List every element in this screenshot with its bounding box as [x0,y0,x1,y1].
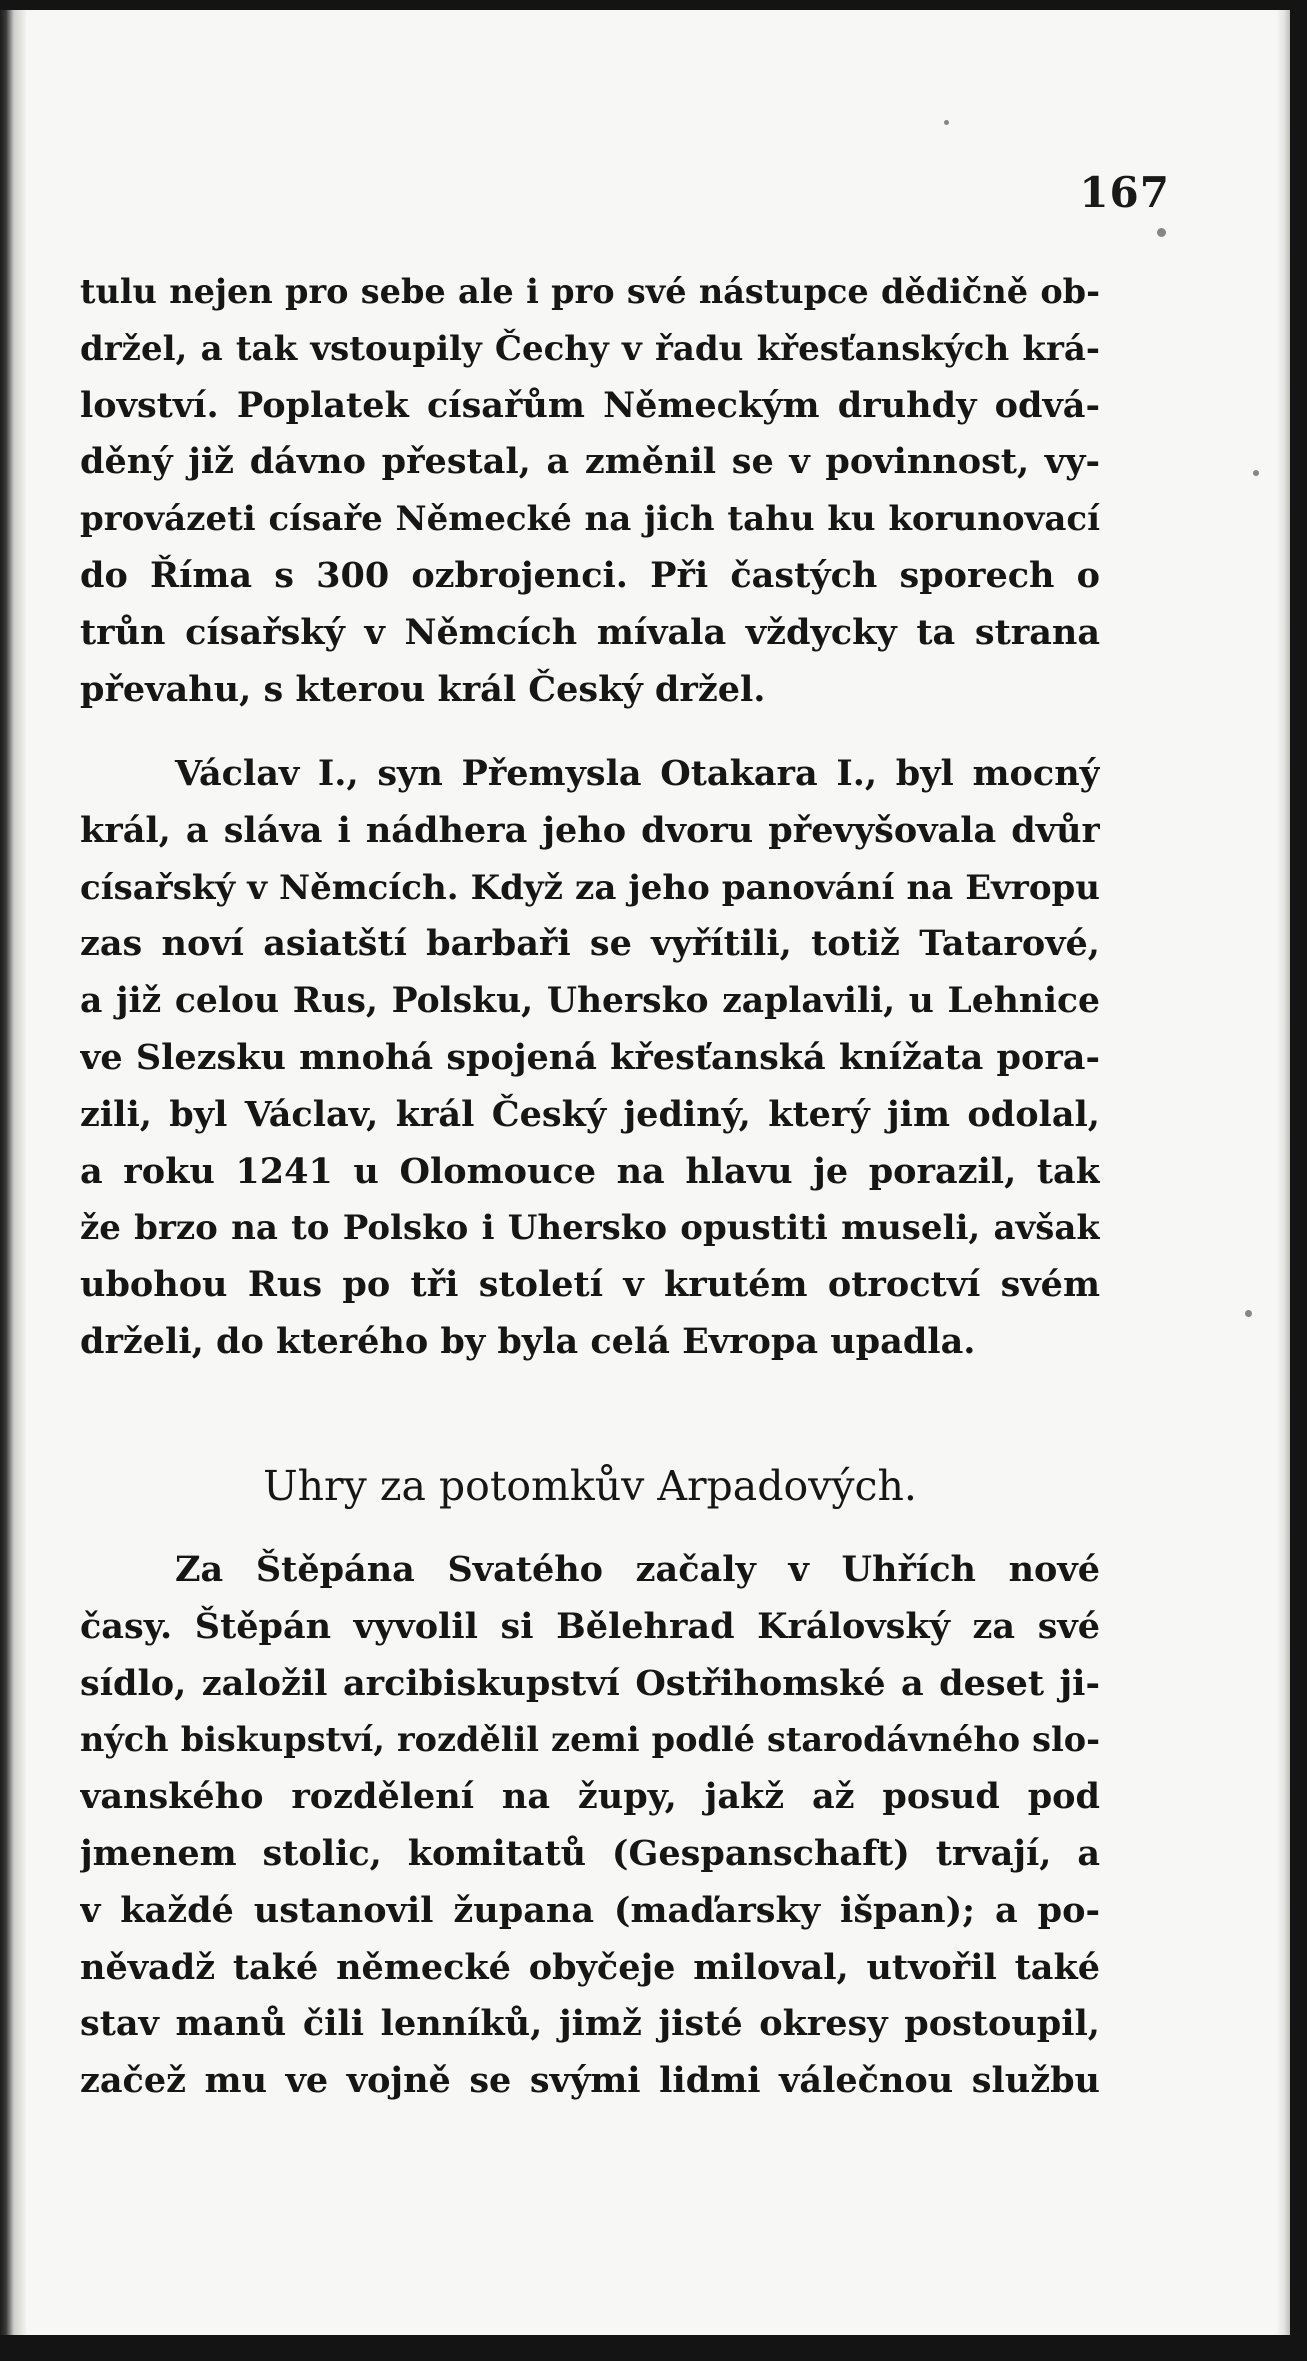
text-line: tulu nejen pro sebe ale i pro své nástupce dědičně ob- [80,272,1100,311]
page-left-edge-shadow [0,10,26,2335]
text-line: ve Slezsku mnohá spojená křesťanská knížata pora- [80,1036,1100,1078]
book-page [0,10,1290,2335]
ink-speck [1245,1310,1252,1317]
text-line: sídlo, založil arcibiskupství Ostřihomské a deset ji- [80,1662,1100,1704]
text-line: že brzo na to Polsko i Uhersko opustiti museli, avšak [80,1208,1100,1249]
ink-speck [944,120,949,125]
text-line: a již celou Rus, Polsku, Uhersko zaplavili, u Lehnice [80,981,1100,1022]
text-line: držel, a tak vstoupily Čechy v řadu křesťanských krá- [80,328,1100,369]
text-line: ných biskupství, rozdělil zemi podlé starodávného slo- [80,1720,1100,1760]
text-line: císařský v Němcích. Když za jeho panování na Evropu [80,867,1100,908]
text-line: časy. Štěpán vyvolil si Bělehrad Královský za své [80,1605,1100,1647]
paragraph-3 [80,1542,1100,2110]
text-line: něvadž také německé obyčeje miloval, utvořil také [80,1946,1100,1988]
text-line: lovství. Poplatek císařům Německým druhdy odvá- [80,384,1100,426]
text-line: drželi, do kterého by byla celá Evropa upadla. [80,1320,976,1362]
text-line: vanského rozdělení na župy, jakž až posud pod [80,1776,1100,1818]
paragraph-1 [80,264,1100,718]
text-line: jmenem stolic, komitatů (Gespanschaft) trvají, a [80,1832,1100,1874]
text-line: král, a sláva i nádhera jeho dvoru převyšovala dvůr [80,809,1100,851]
text-line: začež mu ve vojně se svými lidmi válečnou službu [80,2060,1100,2102]
page-number: 167 [1079,168,1170,217]
text-line: a roku 1241 u Olomouce na hlavu je porazil, tak [80,1150,1100,1192]
text-line: trůn císařský v Němcích mívala vždycky ta strana [80,611,1100,653]
text-line: ubohou Rus po tři století v krutém otroctví svém [80,1264,1100,1306]
text-line: Za Štěpána Svatého začaly v Uhřích nové [175,1549,1100,1590]
page-right-edge-shadow [1276,10,1290,2335]
paragraph-2 [80,746,1100,1371]
text-line: do Říma s 300 ozbrojenci. Při častých sporech o [80,554,1100,596]
text-line: Václav I., syn Přemysla Otakara I., byl mocný [175,753,1100,794]
section-heading: Uhry za potomkův Arpadových. [263,1462,917,1510]
text-line: převahu, s kterou král Český držel. [80,668,766,710]
text-line: zas noví asiatští barbaři se vyřítili, totiž Tatarové, [80,923,1100,965]
text-line: zili, byl Václav, král Český jediný, který jim odolal, [80,1093,1100,1135]
text-line: děný již dávno přestal, a změnil se v povinnost, vy- [80,441,1100,483]
text-line: provázeti císaře Německé na jich tahu ku korunovací [80,499,1100,540]
text-line: v každé ustanovil župana (maďarsky išpan); a po- [80,1889,1100,1931]
text-line: stav manů čili lenníků, jimž jisté okresy postoupil, [80,2003,1100,2045]
ink-speck [1157,228,1166,237]
ink-speck [1253,470,1259,476]
